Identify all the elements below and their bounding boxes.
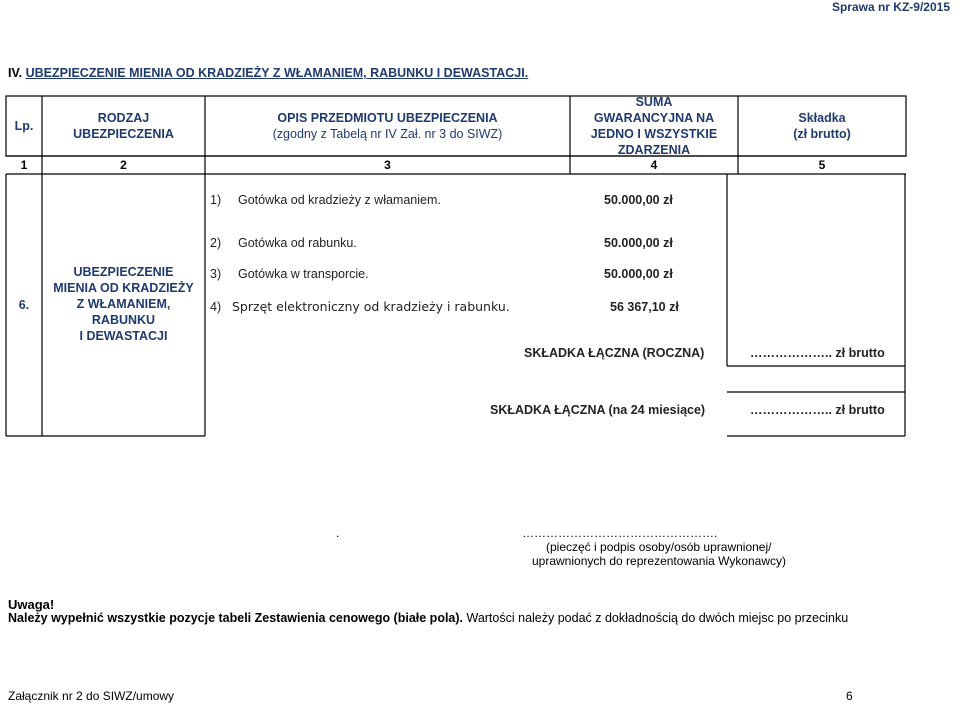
header-opis-line2: (zgodny z Tabelą nr IV Zał. nr 3 do SIWZ) <box>272 127 503 141</box>
total-24-value[interactable]: ……………….. zł brutto <box>750 403 885 417</box>
col-number-5: 5 <box>818 158 826 172</box>
note-normal-text: Wartości należy podać z dokładnością do dwóch miejsc po przecinku <box>463 611 849 625</box>
row-2-number: 2) <box>210 236 222 250</box>
row-1-amount: 50.000,00 zł <box>604 193 673 207</box>
insurance-type-line2: MIENIA OD KRADZIEŻY <box>53 281 194 295</box>
row-1-number: 1) <box>210 193 222 207</box>
header-opis <box>205 96 570 156</box>
row-1-label: Gotówka od kradzieży z włamaniem. <box>238 193 441 207</box>
total-24-label: SKŁADKA ŁĄCZNA (na 24 miesiące) <box>490 403 706 417</box>
signature-caption-line1: (pieczęć i podpis osoby/osób uprawnionej/ <box>546 540 772 554</box>
header-suma <box>570 96 738 156</box>
insurance-type-line1: UBEZPIECZENIE <box>73 265 174 279</box>
case-reference: Sprawa nr KZ-9/2015 <box>831 0 950 14</box>
row-2-label: Gotówka od rabunku. <box>238 236 357 250</box>
signature-caption-line2: uprawnionych do reprezentowania Wykonawcy) <box>532 554 787 568</box>
col-number-4: 4 <box>650 158 658 172</box>
header-rodzaj-line1: RODZAJ <box>97 111 150 125</box>
insurance-type <box>42 264 205 344</box>
col-number-3: 3 <box>384 158 391 172</box>
total-annual-label: SKŁADKA ŁĄCZNA (ROCZNA) <box>524 346 705 360</box>
header-suma-line3: JEDNO I WSZYSTKIE <box>590 127 718 141</box>
header-rodzaj <box>42 96 205 156</box>
header-skladka <box>738 96 906 156</box>
header-rodzaj-line2: UBEZPIECZENIA <box>73 127 174 141</box>
row-4-label: Sprzęt elektroniczny od kradzieży i rabunku. <box>232 299 510 314</box>
section-number: IV. <box>8 66 23 80</box>
header-suma-line4: ZDARZENIA <box>617 143 691 157</box>
note-text <box>8 611 848 625</box>
row-3-amount: 50.000,00 zł <box>604 267 673 281</box>
col-number-1: 1 <box>20 158 28 172</box>
header-lp: Lp. <box>14 119 34 133</box>
footer-attachment: Załącznik nr 2 do SIWZ/umowy <box>8 689 175 703</box>
row-2-amount: 50.000,00 zł <box>604 236 673 250</box>
section-title-text: UBEZPIECZENIE MIENIA OD KRADZIEŻY Z WŁAMANIEM, RABUNKU I DEWASTACJI. <box>25 66 529 80</box>
header-skladka-line1: Składka <box>798 111 846 125</box>
insurance-type-line4: RABUNKU <box>91 313 156 327</box>
row-3-label: Gotówka w transporcie. <box>238 267 369 281</box>
col-number-2: 2 <box>120 158 127 172</box>
row-4-number: 4) <box>210 300 222 314</box>
insurance-type-line3: Z WŁAMANIEM, <box>76 297 171 311</box>
header-skladka-line2: (zł brutto) <box>793 127 851 141</box>
lp-value: 6. <box>18 298 30 312</box>
note-bold-text: Należy wypełnić wszystkie pozycje tabeli Zestawienia cenowego (białe pola). <box>8 611 464 625</box>
header-opis-line1: OPIS PRZEDMIOTU UBEZPIECZENIA <box>277 111 498 125</box>
header-suma-line2: GWARANCYJNA NA <box>593 111 715 125</box>
row-3-number: 3) <box>210 267 222 281</box>
row-4-amount: 56 367,10 zł <box>610 300 679 314</box>
total-annual-value[interactable]: ……………….. zł brutto <box>750 346 885 360</box>
header-suma-line1: SUMA <box>635 95 673 109</box>
signature-dots: …………………………………………. <box>522 526 718 540</box>
page-number: 6 <box>846 689 853 703</box>
insurance-type-line5: I DEWASTACJI <box>79 329 168 343</box>
signature-dot: . <box>336 526 340 540</box>
note-title: Uwaga! <box>8 597 55 612</box>
